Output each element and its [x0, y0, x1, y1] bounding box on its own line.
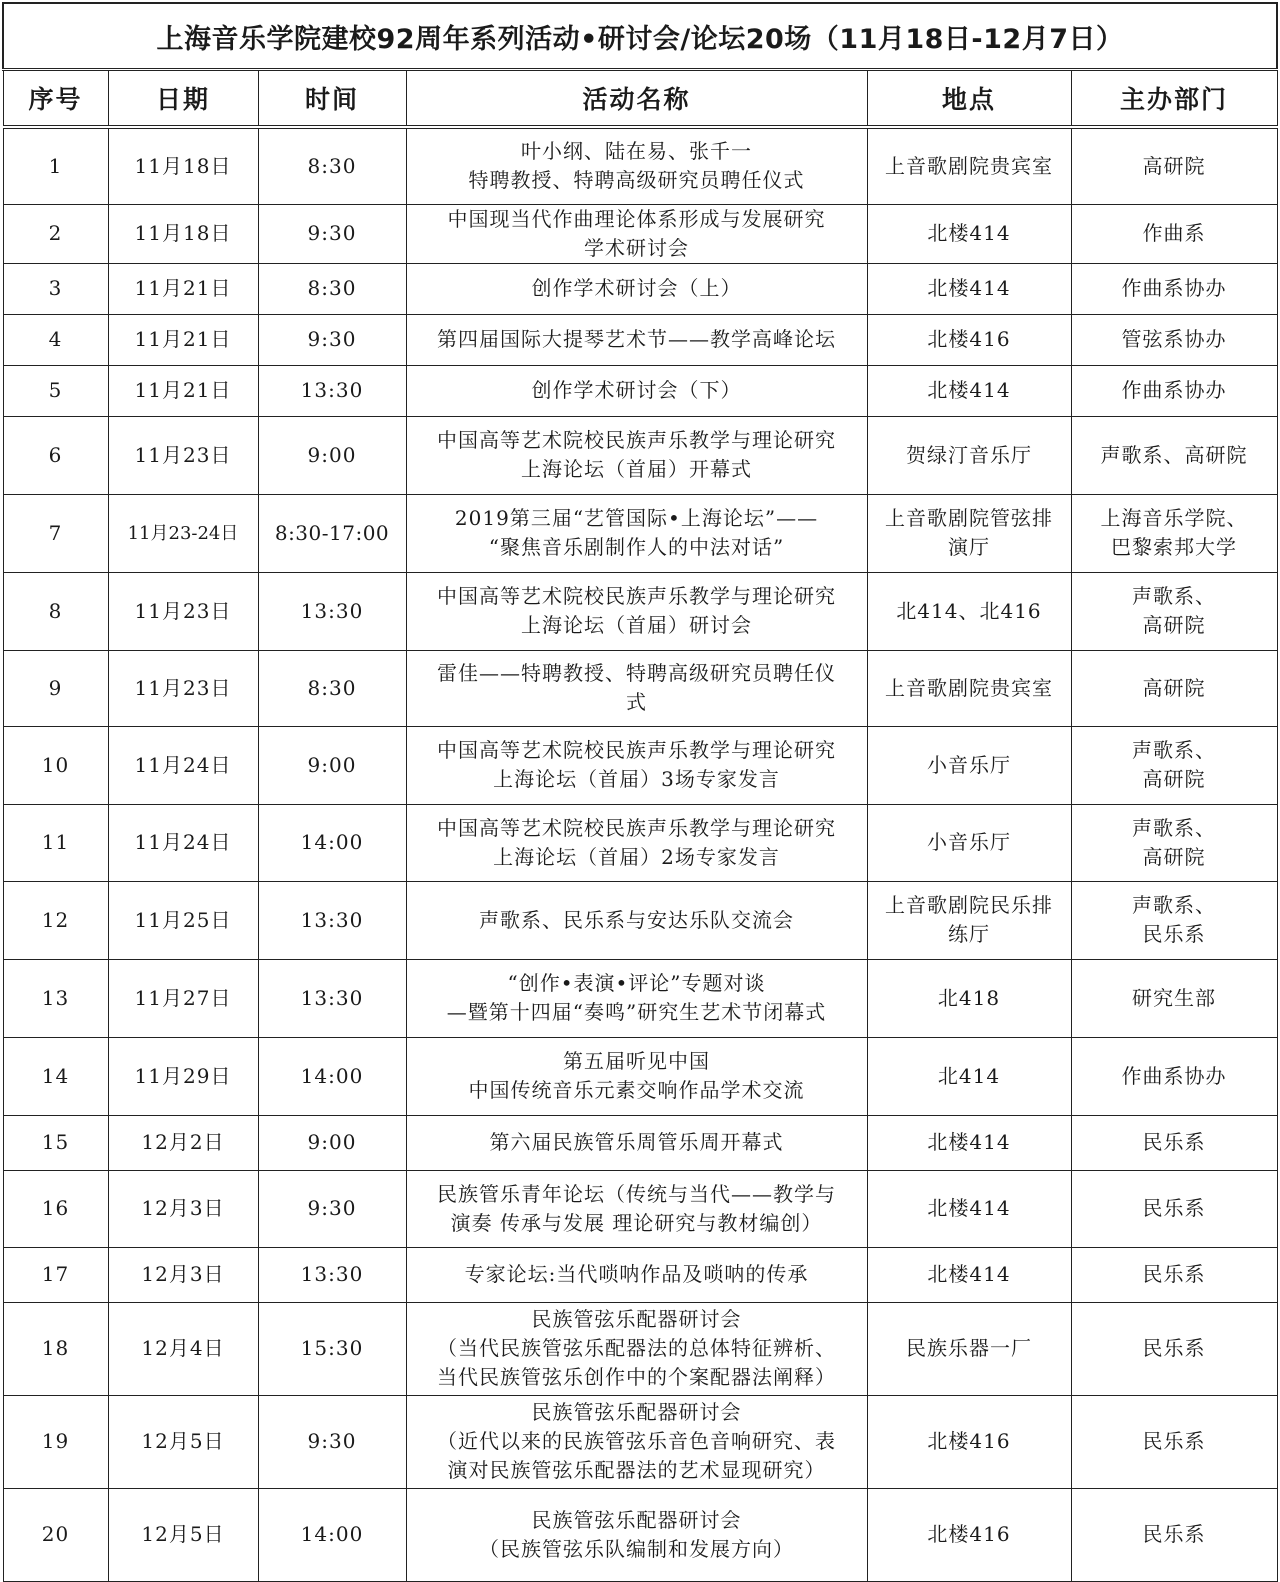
cell-time: 9:00 [258, 726, 406, 804]
cell-activity-name-line: 中国高等艺术院校民族声乐教学与理论研究 [437, 428, 836, 452]
cell-time: 8:30 [258, 650, 406, 726]
cell-activity-name-line: 第六届民族管乐周管乐周开幕式 [489, 1130, 784, 1154]
cell-organizer-line: 作曲系协办 [1121, 276, 1227, 300]
cell-organizer [1071, 650, 1277, 726]
cell-time: 9:00 [258, 1115, 406, 1170]
cell-organizer [1071, 1115, 1277, 1170]
cell-activity-name [406, 1170, 867, 1247]
cell-place-line: 北楼414 [927, 276, 1011, 300]
cell-activity-name [406, 1488, 867, 1581]
cell-place-line: 练厅 [948, 922, 990, 946]
cell-no: 6 [3, 416, 108, 494]
cell-organizer [1071, 127, 1277, 204]
cell-date: 11月23日 [108, 650, 258, 726]
cell-time: 8:30-17:00 [258, 494, 406, 572]
cell-organizer [1071, 1247, 1277, 1302]
column-header-org: 主办部门 [1071, 70, 1277, 128]
cell-place-line: 北楼414 [927, 1130, 1011, 1154]
cell-no: 12 [3, 881, 108, 959]
cell-date: 11月23-24日 [108, 494, 258, 572]
cell-organizer-line: 管弦系协办 [1121, 327, 1227, 351]
cell-place-line: 北楼414 [927, 1262, 1011, 1286]
cell-date: 11月21日 [108, 314, 258, 365]
cell-organizer-line: 高研院 [1142, 767, 1206, 791]
cell-place [867, 1115, 1071, 1170]
cell-activity-name [406, 1115, 867, 1170]
cell-place-line: 上音歌剧院管弦排 [885, 506, 1053, 530]
cell-activity-name [406, 416, 867, 494]
cell-activity-name [406, 365, 867, 416]
cell-place [867, 1247, 1071, 1302]
cell-place-line: 北414、北416 [896, 598, 1042, 623]
cell-organizer [1071, 804, 1277, 881]
cell-organizer [1071, 263, 1277, 314]
cell-place [867, 726, 1071, 804]
table-row [3, 314, 1277, 365]
cell-no: 11 [3, 804, 108, 881]
cell-organizer [1071, 572, 1277, 650]
table-row [3, 1247, 1277, 1302]
cell-time: 9:30 [258, 204, 406, 263]
column-header-no: 序号 [3, 70, 108, 128]
cell-place [867, 365, 1071, 416]
cell-place-line: 上音歌剧院贵宾室 [885, 675, 1053, 700]
cell-activity-name-line: 中国现当代作曲理论体系形成与发展研究 [447, 206, 826, 231]
cell-date: 12月5日 [108, 1395, 258, 1488]
cell-place [867, 650, 1071, 726]
cell-organizer-line: 作曲系协办 [1121, 378, 1227, 402]
cell-no: 20 [3, 1488, 108, 1581]
column-header-time: 时间 [258, 70, 406, 128]
cell-organizer-line: 作曲系协办 [1121, 1063, 1227, 1088]
cell-date: 11月18日 [108, 127, 258, 204]
cell-organizer [1071, 1302, 1277, 1395]
cell-no: 2 [3, 204, 108, 263]
cell-time: 13:30 [258, 881, 406, 959]
cell-place-line: 北楼416 [927, 327, 1011, 351]
cell-date: 11月29日 [108, 1037, 258, 1115]
cell-activity-name-line: 专家论坛:当代唢呐作品及唢呐的传承 [464, 1262, 809, 1286]
cell-activity-name [406, 263, 867, 314]
cell-organizer [1071, 959, 1277, 1037]
cell-no: 10 [3, 726, 108, 804]
cell-activity-name-line: “聚焦音乐剧制作人的中法对话” [488, 535, 785, 559]
cell-organizer-line: 声歌系、 [1132, 584, 1216, 608]
cell-activity-name [406, 1247, 867, 1302]
cell-place [867, 804, 1071, 881]
table-row [3, 1115, 1277, 1170]
cell-activity-name [406, 494, 867, 572]
table-row [3, 204, 1277, 263]
cell-organizer [1071, 881, 1277, 959]
column-header-date: 日期 [108, 70, 258, 128]
column-header-place: 地点 [867, 70, 1071, 128]
cell-activity-name-line: 当代民族管弦乐创作中的个案配器法阐释） [437, 1365, 836, 1389]
cell-activity-name [406, 204, 867, 263]
cell-activity-name-line: 上海论坛（首届）开幕式 [521, 457, 752, 481]
cell-activity-name-line: “创作•表演•评论”专题对谈 [507, 971, 766, 995]
cell-place [867, 1170, 1071, 1247]
cell-activity-name-line: 中国传统音乐元素交响作品学术交流 [468, 1078, 805, 1102]
cell-activity-name-line: 民族管弦乐配器研讨会 [531, 1307, 742, 1331]
cell-time: 14:00 [258, 804, 406, 881]
cell-time: 14:00 [258, 1037, 406, 1115]
cell-activity-name-line: 演奏 传承与发展 理论研究与教材编创） [450, 1210, 823, 1235]
cell-organizer [1071, 494, 1277, 572]
cell-time: 13:30 [258, 365, 406, 416]
cell-place [867, 1488, 1071, 1581]
cell-no: 5 [3, 365, 108, 416]
cell-activity-name [406, 572, 867, 650]
cell-organizer [1071, 204, 1277, 263]
cell-organizer [1071, 1037, 1277, 1115]
cell-date: 12月4日 [108, 1302, 258, 1395]
cell-organizer-line: 巴黎索邦大学 [1111, 535, 1237, 559]
cell-activity-name-line: 创作学术研讨会（上） [531, 276, 742, 300]
cell-date: 11月23日 [108, 572, 258, 650]
cell-activity-name-line: 上海论坛（首届）3场专家发言 [493, 767, 780, 791]
cell-activity-name-line: 叶小纲、陆在易、张千一 [521, 139, 752, 164]
cell-date: 11月23日 [108, 416, 258, 494]
cell-organizer [1071, 416, 1277, 494]
cell-date: 12月5日 [108, 1488, 258, 1581]
cell-time: 9:00 [258, 416, 406, 494]
cell-place-line: 小音乐厅 [927, 830, 1011, 854]
table-row [3, 1488, 1277, 1581]
cell-activity-name [406, 650, 867, 726]
table-row [3, 127, 1277, 204]
cell-organizer-line: 民乐系 [1142, 1130, 1206, 1154]
table-row [3, 1395, 1277, 1488]
cell-organizer [1071, 726, 1277, 804]
table-row [3, 416, 1277, 494]
cell-no: 16 [3, 1170, 108, 1247]
cell-activity-name [406, 1395, 867, 1488]
cell-activity-name-line: （当代民族管弦乐配器法的总体特征辨析、 [437, 1336, 836, 1360]
table-row [3, 365, 1277, 416]
cell-no: 19 [3, 1395, 108, 1488]
cell-no: 9 [3, 650, 108, 726]
cell-activity-name-line: 声歌系、民乐系与安达乐队交流会 [479, 907, 794, 932]
cell-no: 18 [3, 1302, 108, 1395]
cell-organizer [1071, 1395, 1277, 1488]
cell-time: 13:30 [258, 572, 406, 650]
table-row [3, 726, 1277, 804]
cell-place [867, 204, 1071, 263]
cell-activity-name-line: 创作学术研讨会（下） [531, 378, 742, 402]
cell-activity-name-line: —暨第十四届“奏鸣”研究生艺术节闭幕式 [446, 1000, 827, 1024]
cell-place-line: 北楼416 [927, 1522, 1011, 1546]
table-row [3, 650, 1277, 726]
cell-organizer-line: 民乐系 [1142, 1196, 1206, 1220]
cell-place [867, 127, 1071, 204]
cell-place [867, 1395, 1071, 1488]
table-row [3, 572, 1277, 650]
table-row [3, 1037, 1277, 1115]
cell-organizer [1071, 314, 1277, 365]
cell-date: 11月24日 [108, 726, 258, 804]
cell-activity-name [406, 726, 867, 804]
cell-date: 12月3日 [108, 1170, 258, 1247]
table-row [3, 494, 1277, 572]
cell-time: 9:30 [258, 1395, 406, 1488]
table-row [3, 804, 1277, 881]
schedule-table [2, 2, 1278, 1582]
cell-activity-name [406, 804, 867, 881]
cell-place [867, 881, 1071, 959]
cell-no: 3 [3, 263, 108, 314]
cell-activity-name-line: 2019第三届“艺管国际•上海论坛”—— [454, 506, 819, 530]
cell-activity-name-line: 上海论坛（首届）研讨会 [521, 613, 752, 637]
cell-no: 7 [3, 494, 108, 572]
cell-organizer-line: 民乐系 [1142, 922, 1206, 946]
schedule-sheet [2, 2, 1276, 1582]
cell-time: 13:30 [258, 1247, 406, 1302]
cell-activity-name-line: 学术研讨会 [584, 235, 689, 260]
cell-organizer-line: 上海音乐学院、 [1100, 506, 1248, 530]
cell-activity-name-line: 上海论坛（首届）2场专家发言 [493, 844, 780, 869]
table-row [3, 1302, 1277, 1395]
cell-no: 17 [3, 1247, 108, 1302]
cell-place [867, 1302, 1071, 1395]
cell-date: 11月21日 [108, 263, 258, 314]
cell-time: 8:30 [258, 263, 406, 314]
cell-place-line: 北楼414 [927, 378, 1011, 402]
cell-place-line: 贺绿汀音乐厅 [906, 442, 1032, 467]
cell-place-line: 上音歌剧院贵宾室 [885, 153, 1053, 178]
cell-place-line: 演厅 [948, 535, 990, 559]
cell-place [867, 494, 1071, 572]
cell-place [867, 1037, 1071, 1115]
cell-no: 4 [3, 314, 108, 365]
table-row [3, 1170, 1277, 1247]
table-row [3, 263, 1277, 314]
cell-organizer-line: 民乐系 [1142, 1522, 1206, 1546]
cell-activity-name-line: 中国高等艺术院校民族声乐教学与理论研究 [437, 584, 836, 608]
cell-activity-name [406, 1302, 867, 1395]
cell-place-line: 北楼414 [927, 1196, 1011, 1220]
cell-no: 1 [3, 127, 108, 204]
cell-date: 11月27日 [108, 959, 258, 1037]
cell-place [867, 416, 1071, 494]
cell-time: 9:30 [258, 1170, 406, 1247]
cell-activity-name-line: 演对民族管弦乐配器法的艺术显现研究） [447, 1458, 826, 1482]
table-row [3, 959, 1277, 1037]
cell-place-line: 北418 [937, 985, 1001, 1010]
cell-organizer-line: 高研院 [1142, 844, 1206, 869]
table-body [3, 127, 1277, 1581]
cell-organizer-line: 高研院 [1142, 675, 1206, 700]
cell-organizer-line: 声歌系、 [1132, 815, 1216, 840]
cell-time: 8:30 [258, 127, 406, 204]
cell-activity-name-line: 中国高等艺术院校民族声乐教学与理论研究 [437, 815, 836, 840]
cell-place [867, 263, 1071, 314]
cell-no: 8 [3, 572, 108, 650]
cell-organizer [1071, 1170, 1277, 1247]
cell-activity-name-line: 第五届听见中国 [563, 1049, 710, 1073]
cell-activity-name-line: 民族管弦乐配器研讨会 [531, 1400, 742, 1424]
cell-no: 15 [3, 1115, 108, 1170]
cell-activity-name-line: 中国高等艺术院校民族声乐教学与理论研究 [437, 738, 836, 762]
cell-time: 9:30 [258, 314, 406, 365]
cell-date: 11月18日 [108, 204, 258, 263]
cell-organizer-line: 作曲系 [1142, 221, 1206, 245]
cell-place-line: 北楼414 [927, 221, 1011, 245]
cell-activity-name-line: 第四届国际大提琴艺术节——教学高峰论坛 [437, 327, 836, 351]
cell-place-line: 北414 [937, 1063, 1001, 1088]
cell-organizer-line: 声歌系、 [1132, 893, 1216, 917]
cell-organizer-line: 民乐系 [1142, 1429, 1206, 1453]
cell-activity-name [406, 1037, 867, 1115]
cell-activity-name [406, 959, 867, 1037]
table-header-row [3, 70, 1277, 128]
cell-date: 11月24日 [108, 804, 258, 881]
cell-organizer-line: 声歌系、高研院 [1100, 442, 1248, 467]
cell-activity-name-line: （民族管弦乐队编制和发展方向） [479, 1536, 794, 1561]
column-header-name: 活动名称 [406, 70, 867, 128]
cell-no: 13 [3, 959, 108, 1037]
cell-no: 14 [3, 1037, 108, 1115]
cell-organizer-line: 声歌系、 [1132, 738, 1216, 762]
cell-place [867, 572, 1071, 650]
cell-place-line: 上音歌剧院民乐排 [885, 893, 1053, 917]
cell-activity-name [406, 314, 867, 365]
cell-activity-name-line: 民族管弦乐配器研讨会 [531, 1507, 742, 1532]
table-row [3, 881, 1277, 959]
cell-activity-name [406, 127, 867, 204]
cell-time: 14:00 [258, 1488, 406, 1581]
cell-activity-name-line: （近代以来的民族管弦乐音色音响研究、表 [437, 1429, 836, 1453]
cell-place [867, 314, 1071, 365]
cell-activity-name-line: 民族管乐青年论坛（传统与当代——教学与 [437, 1181, 836, 1206]
cell-date: 11月25日 [108, 881, 258, 959]
cell-place-line: 北楼416 [927, 1429, 1011, 1453]
cell-organizer-line: 民乐系 [1142, 1262, 1206, 1286]
cell-activity-name [406, 881, 867, 959]
cell-date: 11月21日 [108, 365, 258, 416]
cell-time: 15:30 [258, 1302, 406, 1395]
cell-organizer [1071, 1488, 1277, 1581]
cell-time: 13:30 [258, 959, 406, 1037]
cell-place [867, 959, 1071, 1037]
cell-place-line: 民族乐器一厂 [906, 1336, 1032, 1360]
cell-organizer-line: 高研院 [1142, 153, 1206, 178]
page-title: 上海音乐学院建校92周年系列活动•研讨会/论坛20场（11月18日-12月7日） [3, 3, 1277, 70]
cell-organizer-line: 高研院 [1142, 613, 1206, 637]
cell-activity-name-line: 特聘教授、特聘高级研究员聘任仪式 [468, 168, 805, 193]
cell-organizer-line: 民乐系 [1142, 1336, 1206, 1360]
cell-activity-name-line: 式 [626, 690, 647, 714]
cell-activity-name-line: 雷佳——特聘教授、特聘高级研究员聘任仪 [437, 661, 836, 685]
cell-organizer [1071, 365, 1277, 416]
cell-date: 12月3日 [108, 1247, 258, 1302]
cell-place-line: 小音乐厅 [927, 752, 1011, 777]
cell-organizer-line: 研究生部 [1132, 985, 1216, 1010]
cell-date: 12月2日 [108, 1115, 258, 1170]
